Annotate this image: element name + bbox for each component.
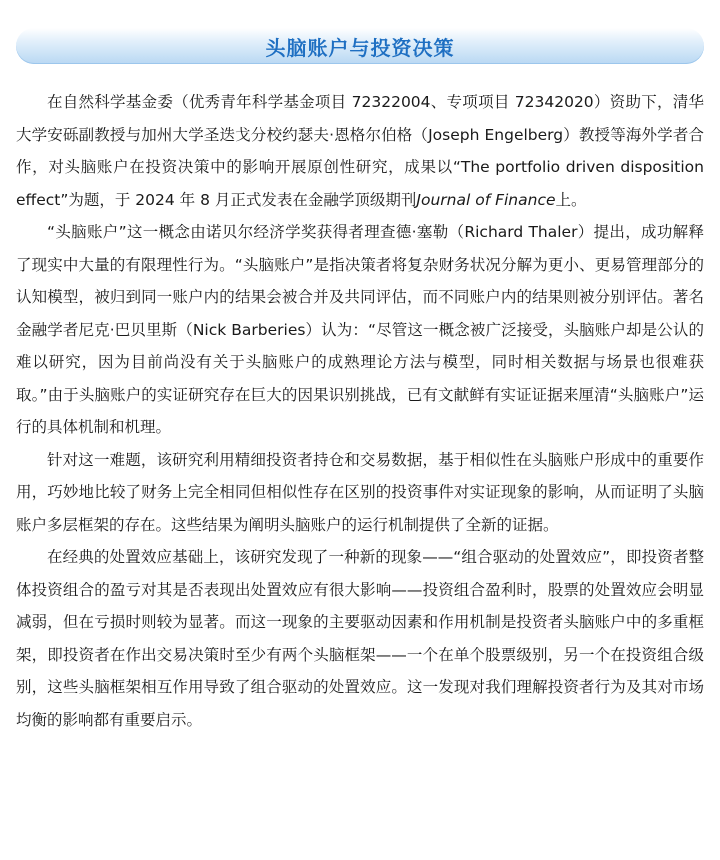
page-title: 头脑账户与投资决策 (265, 35, 455, 60)
paragraph-1-text: 在自然科学基金委（优秀青年科学基金项目 72322004、专项项目 72342020）资助下，清华大学安砾副教授与加州大学圣迭戈分校约瑟夫·恩格尔伯格（Joseph Engelberg）教授等海外学者合作，对头脑账户在投资决策中的影响开展原创性研究，成果以“The portfolio driven disposition effect”为题，于 2024 年 8 月正式发表在金融学顶级期刊 (16, 93, 704, 209)
title-banner (16, 28, 704, 64)
journal-name: Journal of Finance (416, 190, 556, 209)
article-body (16, 86, 704, 736)
paragraph-4: 在经典的处置效应基础上，该研究发现了一种新的现象——“组合驱动的处置效应”，即投资者整体投资组合的盈亏对其是否表现出处置效应有很大影响——投资组合盈利时，股票的处置效应会明显减弱，但在亏损时则较为显著。而这一现象的主要驱动因素和作用机制是投资者头脑账户中的多重框架，即投资者在作出交易决策时至少有两个头脑框架——一个在单个股票级别，另一个在投资组合级别，这些头脑框架相互作用导致了组合驱动的处置效应。这一发现对我们理解投资者行为及其对市场均衡的影响都有重要启示。 (16, 548, 704, 729)
paragraph-3: 针对这一难题，该研究利用精细投资者持仓和交易数据，基于相似性在头脑账户形成中的重要作用，巧妙地比较了财务上完全相同但相似性存在区别的投资事件对实证现象的影响，从而证明了头脑账户多层框架的存在。这些结果为阐明头脑账户的运行机制提供了全新的证据。 (16, 450, 704, 534)
paragraph-1-end: 上。 (555, 190, 587, 209)
paragraph-1 (16, 86, 704, 216)
paragraph-2: “头脑账户”这一概念由诺贝尔经济学奖获得者理查德·塞勒（Richard Thaler）提出，成功解释了现实中大量的有限理性行为。“头脑账户”是指决策者将复杂财务状况分解为更小、更易管理部分的认知模型，被归到同一账户内的结果会被合并及共同评估，而不同账户内的结果则被分别评估。著名金融学者尼克·巴贝里斯（Nick Barberies）认为：“尽管这一概念被广泛接受，头脑账户却是公认的难以研究，因为目前尚没有关于头脑账户的成熟理论方法与模型，同时相关数据与场景也很难获取。”由于头脑账户的实证研究存在巨大的因果识别挑战，已有文献鲜有实证证据来厘清“头脑账户”运行的具体机制和机理。 (16, 223, 704, 436)
